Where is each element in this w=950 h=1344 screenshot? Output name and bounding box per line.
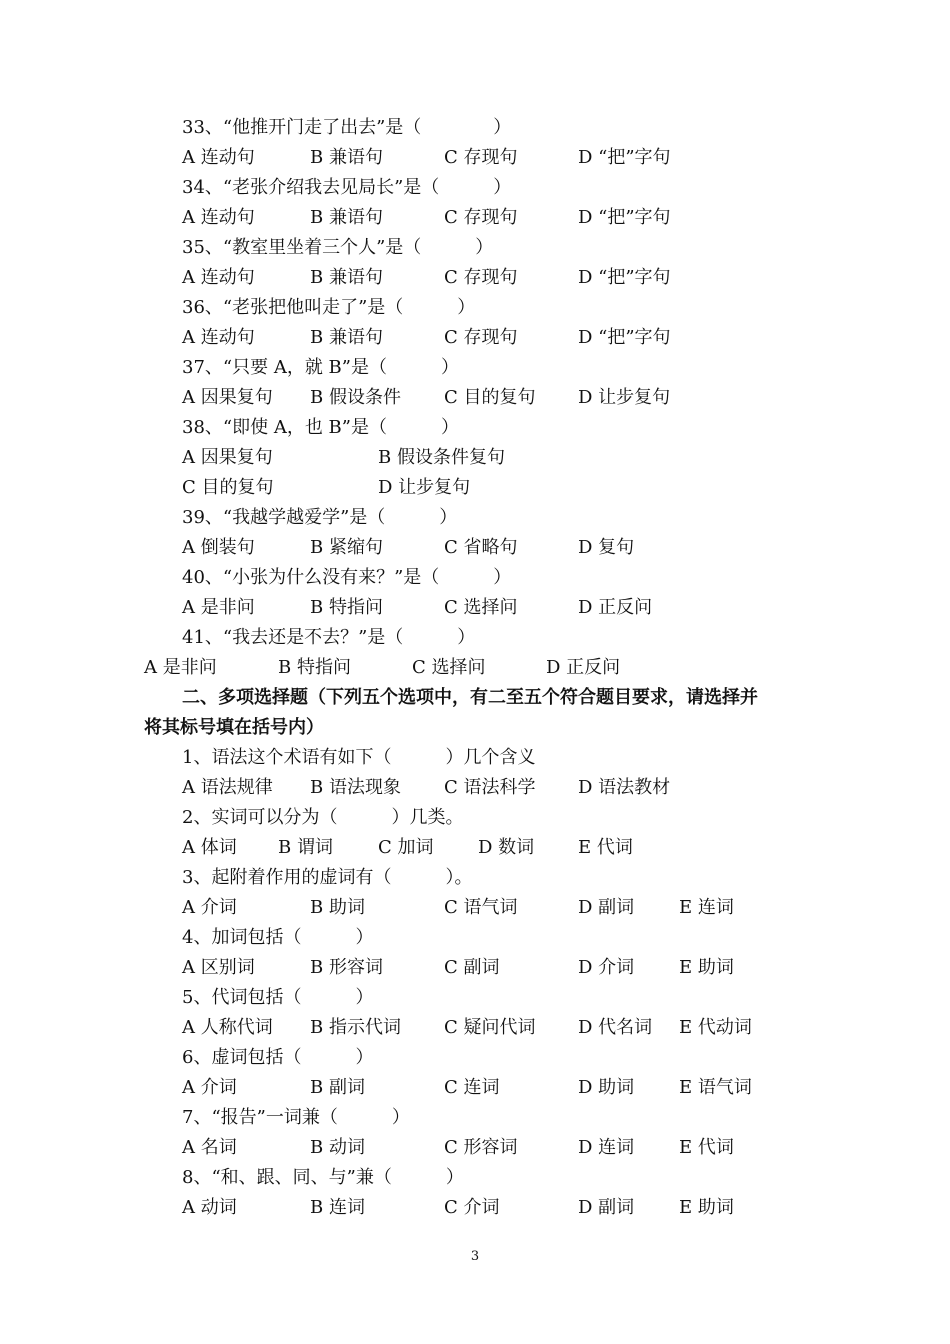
option-a: A 连动句 bbox=[182, 327, 255, 348]
option-d: D 代名词 bbox=[578, 1017, 653, 1038]
option-a: A 是非问 bbox=[182, 597, 255, 618]
option-e: E 代词 bbox=[578, 837, 633, 858]
section-heading-line1: 二、多项选择题（下列五个选项中，有二至五个符合题目要求，请选择并 bbox=[182, 687, 758, 708]
option-c: C 语气词 bbox=[444, 897, 518, 918]
option-c: C 形容词 bbox=[444, 1137, 518, 1158]
option-d: D 连词 bbox=[578, 1137, 635, 1158]
question-text: 8、“和、跟、同、与”兼（ ） bbox=[182, 1167, 464, 1188]
option-c: C 目的复句 bbox=[444, 387, 536, 408]
question-text: 6、虚词包括（ ） bbox=[182, 1047, 374, 1068]
question-text: 35、“教室里坐着三个人”是（ ） bbox=[182, 237, 494, 258]
question-text: 2、实词可以分为（ ）几类。 bbox=[182, 807, 464, 828]
option-a: A 倒装句 bbox=[182, 537, 255, 558]
question-text: 41、“我去还是不去？”是（ ） bbox=[182, 627, 476, 648]
option-d: D 数词 bbox=[478, 837, 535, 858]
question-text: 4、加词包括（ ） bbox=[182, 927, 374, 948]
question-text: 33、“他推开门走了出去”是（ ） bbox=[182, 117, 512, 138]
option-e: E 助词 bbox=[679, 1197, 734, 1218]
option-d: D “把”字句 bbox=[578, 207, 671, 228]
question-text: 37、“只要 A，就 B”是（ ） bbox=[182, 357, 459, 378]
option-b: B 兼语句 bbox=[310, 147, 383, 168]
option-d: D 副词 bbox=[578, 1197, 635, 1218]
option-c: C 副词 bbox=[444, 957, 500, 978]
option-b: B 语法现象 bbox=[310, 777, 401, 798]
option-b: B 谓词 bbox=[278, 837, 333, 858]
option-b: B 副词 bbox=[310, 1077, 365, 1098]
section-heading-line2: 将其标号填在括号内） bbox=[144, 717, 324, 738]
question-text: 5、代词包括（ ） bbox=[182, 987, 374, 1008]
option-c: C 语法科学 bbox=[444, 777, 536, 798]
option-a: A 介词 bbox=[182, 1077, 237, 1098]
option-b: B 紧缩句 bbox=[310, 537, 383, 558]
question-text: 1、语法这个术语有如下（ ）几个含义 bbox=[182, 747, 536, 768]
option-d: D 正反问 bbox=[578, 597, 653, 618]
option-e: E 代动词 bbox=[679, 1017, 752, 1038]
option-c: C 目的复句 bbox=[182, 477, 274, 498]
option-a: A 介词 bbox=[182, 897, 237, 918]
option-a: A 连动句 bbox=[182, 207, 255, 228]
option-b: B 连词 bbox=[310, 1197, 365, 1218]
option-c: C 省略句 bbox=[444, 537, 518, 558]
page-number: 3 bbox=[470, 1249, 480, 1264]
option-a: A 连动句 bbox=[182, 147, 255, 168]
option-b: B 假设条件 bbox=[310, 387, 401, 408]
option-b: B 假设条件复句 bbox=[378, 447, 505, 468]
option-c: C 存现句 bbox=[444, 147, 518, 168]
option-a: A 连动句 bbox=[182, 267, 255, 288]
option-a: A 名词 bbox=[182, 1137, 237, 1158]
option-c: C 存现句 bbox=[444, 327, 518, 348]
option-d: D 助词 bbox=[578, 1077, 635, 1098]
option-c: C 存现句 bbox=[444, 267, 518, 288]
option-b: B 形容词 bbox=[310, 957, 383, 978]
option-a: A 因果复句 bbox=[182, 447, 273, 468]
question-text: 36、“老张把他叫走了”是（ ） bbox=[182, 297, 476, 318]
option-b: B 兼语句 bbox=[310, 327, 383, 348]
option-c: C 疑问代词 bbox=[444, 1017, 536, 1038]
question-text: 39、“我越学越爱学”是（ ） bbox=[182, 507, 458, 528]
option-c: C 选择问 bbox=[412, 657, 486, 678]
option-d: D 副词 bbox=[578, 897, 635, 918]
option-e: E 连词 bbox=[679, 897, 734, 918]
option-a: A 语法规律 bbox=[182, 777, 273, 798]
option-a: A 是非问 bbox=[144, 657, 217, 678]
option-d: D 让步复句 bbox=[378, 477, 471, 498]
option-c: C 选择问 bbox=[444, 597, 518, 618]
option-e: E 代词 bbox=[679, 1137, 734, 1158]
option-a: A 体词 bbox=[182, 837, 237, 858]
option-d: D “把”字句 bbox=[578, 267, 671, 288]
option-b: B 特指问 bbox=[310, 597, 383, 618]
option-b: B 动词 bbox=[310, 1137, 365, 1158]
option-c: C 存现句 bbox=[444, 207, 518, 228]
option-e: E 助词 bbox=[679, 957, 734, 978]
option-d: D 让步复句 bbox=[578, 387, 671, 408]
option-c: C 介词 bbox=[444, 1197, 500, 1218]
option-a: A 因果复句 bbox=[182, 387, 273, 408]
option-d: D 复句 bbox=[578, 537, 635, 558]
option-a: A 动词 bbox=[182, 1197, 237, 1218]
option-d: D “把”字句 bbox=[578, 327, 671, 348]
option-b: B 指示代词 bbox=[310, 1017, 401, 1038]
question-text: 3、起附着作用的虚词有（ ）。 bbox=[182, 867, 473, 888]
option-a: A 区别词 bbox=[182, 957, 255, 978]
option-b: B 兼语句 bbox=[310, 207, 383, 228]
option-b: B 兼语句 bbox=[310, 267, 383, 288]
option-b: B 助词 bbox=[310, 897, 365, 918]
option-a: A 人称代词 bbox=[182, 1017, 273, 1038]
question-text: 34、“老张介绍我去见局长”是（ ） bbox=[182, 177, 512, 198]
option-e: E 语气词 bbox=[679, 1077, 752, 1098]
option-d: D “把”字句 bbox=[578, 147, 671, 168]
option-d: D 语法教材 bbox=[578, 777, 671, 798]
question-text: 40、“小张为什么没有来？”是（ ） bbox=[182, 567, 512, 588]
option-d: D 正反问 bbox=[546, 657, 621, 678]
option-c: C 加词 bbox=[378, 837, 434, 858]
question-text: 7、“报告”一词兼（ ） bbox=[182, 1107, 410, 1128]
question-text: 38、“即使 A，也 B”是（ ） bbox=[182, 417, 459, 438]
option-b: B 特指问 bbox=[278, 657, 351, 678]
option-c: C 连词 bbox=[444, 1077, 500, 1098]
option-d: D 介词 bbox=[578, 957, 635, 978]
